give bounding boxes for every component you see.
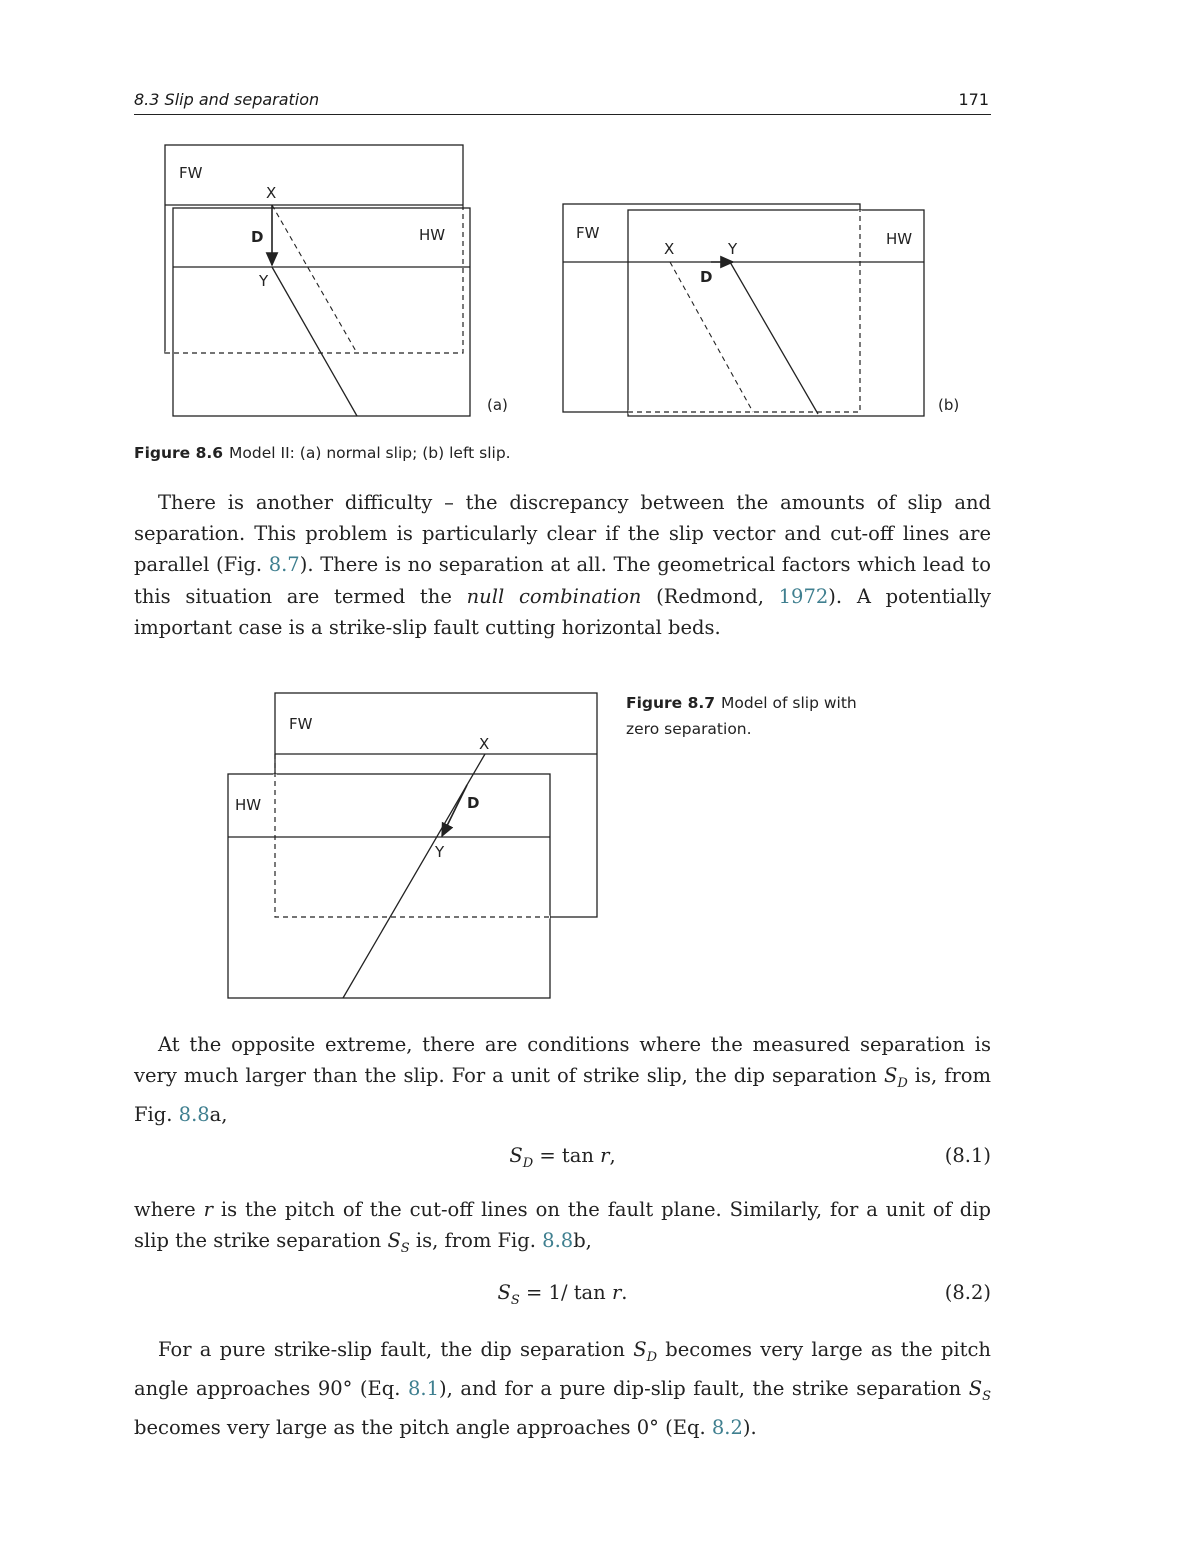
page-number: 171 [958, 90, 989, 109]
symbol-s: S [633, 1338, 647, 1361]
caption-text: Model of slip with zero separation. [626, 694, 857, 738]
fw-block [165, 145, 463, 353]
text: ). [742, 1416, 757, 1440]
figure-8-7-caption [626, 690, 886, 742]
eq-lhs: S [497, 1281, 511, 1304]
paragraph-opposite-extreme [134, 1029, 991, 1131]
slip-vector-arrow [442, 785, 467, 836]
text: At the opposite extreme, there are conditions where the measured separation is very much larger than the slip. For a unit of strike slip, the dip separation [134, 1033, 991, 1088]
eq-lhs-sub: D [522, 1155, 534, 1171]
equation-body [134, 1144, 991, 1171]
hw-label: HW [886, 230, 913, 248]
hw-label: HW [235, 796, 262, 814]
equation-8-2 [134, 1281, 991, 1311]
fw-label: FW [576, 224, 600, 242]
figure-8-6-caption [134, 444, 511, 462]
figure-8-8-link[interactable]: 8.8 [542, 1229, 574, 1253]
running-header [134, 88, 991, 115]
fw-label: FW [289, 715, 313, 733]
var-r: r [203, 1198, 213, 1221]
fw-hidden-edge-dashed [275, 754, 550, 917]
figure-8-8-link[interactable]: 8.8 [178, 1103, 210, 1127]
eq-rhs: = 1/ tan [519, 1281, 612, 1304]
equation-number: (8.2) [944, 1281, 991, 1304]
caption-text: Model II: (a) normal slip; (b) left slip. [229, 444, 511, 462]
equation-body [134, 1281, 991, 1308]
figure-8-7-link[interactable]: 8.7 [268, 553, 300, 577]
point-x-label: X [479, 735, 490, 753]
point-d-label: D [251, 228, 264, 246]
eq-end: , [609, 1144, 616, 1167]
equation-8-1 [134, 1144, 991, 1174]
subscript-d: D [897, 1076, 908, 1092]
subscript-s: S [982, 1388, 991, 1404]
text: For a pure strike-slip fault, the dip separation [158, 1338, 634, 1361]
citation-1972-link[interactable]: 1972 [778, 584, 829, 608]
equation-8-1-link[interactable]: 8.1 [407, 1377, 439, 1401]
symbol-s: S [968, 1377, 983, 1401]
eq-var: r [611, 1281, 622, 1304]
fw-block [275, 693, 597, 917]
text: is the pitch of the cut-off lines on the fault plane. Similarly, for a unit of dip slip the strike separation [134, 1198, 991, 1253]
eq-lhs: S [509, 1144, 523, 1167]
caption-label: Figure 8.6 [134, 444, 224, 462]
figure-8-6b-diagram [558, 198, 968, 423]
eq-rhs: = tan [533, 1144, 601, 1167]
point-x-label: X [266, 184, 277, 202]
eq-var: r [600, 1144, 610, 1167]
point-d-label: D [700, 268, 713, 286]
text: ). There is no separation at all. The geometrical factors which lead to this situation are termed the [134, 553, 991, 608]
eq-lhs-sub: S [510, 1292, 520, 1308]
text: ). A potentially important case is a strike-slip fault cutting horizontal beds. [134, 584, 991, 639]
symbol-s: S [387, 1229, 401, 1253]
subscript-s: S [400, 1241, 410, 1257]
point-x-label: X [664, 240, 675, 258]
point-d-label: D [467, 794, 480, 812]
equation-number: (8.1) [944, 1144, 991, 1167]
equation-8-2-link[interactable]: 8.2 [711, 1416, 743, 1440]
caption-label: Figure 8.7 [626, 694, 716, 712]
text: is, from Fig. [409, 1229, 543, 1253]
text: a, [209, 1103, 228, 1127]
hw-hidden-edge-mask [628, 210, 860, 412]
symbol-s: S [883, 1064, 898, 1088]
section-title: 8.3 Slip and separation [134, 90, 320, 109]
panel-a-label: (a) [487, 396, 508, 414]
eq-end: . [621, 1281, 628, 1304]
subscript-d: D [646, 1349, 658, 1365]
point-y-label: Y [435, 843, 445, 861]
hw-cutoff-line [272, 267, 357, 416]
hw-label: HW [419, 226, 446, 244]
text: becomes very large as the pitch angle approaches 90° (Eq. [134, 1338, 991, 1401]
panel-b-label: (b) [938, 396, 960, 414]
text: is, from Fig. [134, 1064, 991, 1127]
text: ), and for a pure dip-slip fault, the strike separation [439, 1377, 969, 1401]
point-y-label: Y [728, 240, 738, 258]
figure-8-7-diagram [222, 686, 607, 1006]
paragraph-where-r [134, 1194, 991, 1264]
fw-block [563, 204, 860, 412]
text: where [134, 1198, 204, 1221]
fw-cutoff-line [272, 205, 357, 353]
text: There is another difficulty – the discrepancy between the amounts of slip and separation. This problem is particularly clear if the slip vector and cut-off lines are parallel (Fig. [134, 491, 991, 577]
paragraph-null-combination [134, 487, 991, 643]
fw-hidden-edge-mask [275, 774, 550, 917]
paragraph-pure-strike-slip [134, 1334, 991, 1443]
figure-8-6a-diagram [160, 140, 520, 425]
point-y-label: Y [259, 272, 269, 290]
text: b, [573, 1229, 592, 1253]
fw-label: FW [179, 164, 203, 182]
term-null-combination: null combination [466, 584, 642, 608]
text: becomes very large as the pitch angle approaches 0° (Eq. [134, 1416, 712, 1440]
hw-cutoff-line [730, 262, 818, 414]
hw-hidden-edge-dashed [628, 210, 860, 412]
text: (Redmond, [641, 584, 779, 608]
